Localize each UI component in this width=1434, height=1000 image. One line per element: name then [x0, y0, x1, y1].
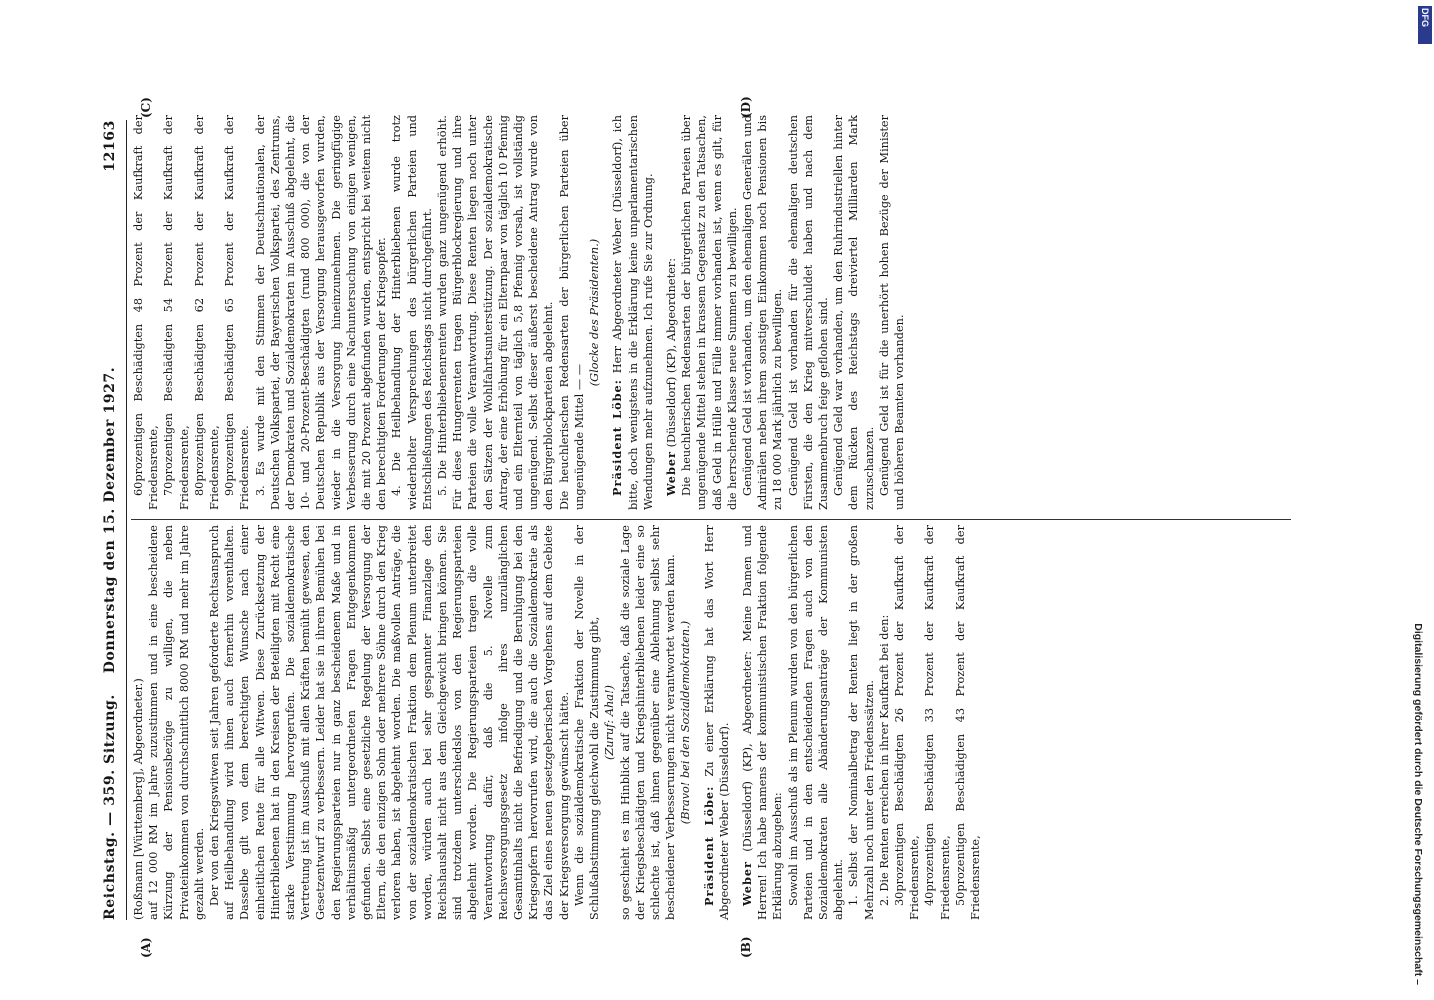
list-item: 40prozentigen Beschädigten 33 Prozent der Kaufkraft der Friedensrente,: [923, 525, 952, 920]
paragraph: Sowohl im Ausschuß als im Plenum wurden von den bürgerlichen Parteien und in den entscheidenden Fragen auch von den Sozialdemokraten alle Abänderungsanträge der Kommunisten abgelehnt.: [786, 525, 846, 920]
paragraph: Die heuchlerischen Redensarten der bürgerlichen Parteien über ungenügende Mittel stehen in krassem Gegensatz zu den Tatsachen, daß Geld in Hülle und Fülle immer vorhanden ist, wenn es gilt, für die herrschende Klasse neue Summen zu bewilligen.: [680, 115, 739, 510]
list-item: 80prozentigen Beschädigten 62 Prozent der Kaufkraft der Friedensrente,: [192, 115, 222, 510]
paragraph: Genügend Geld ist vorhanden für die ehemaligen deutschen Fürsten, die den Krieg mitverschuldet haben und nach dem Zusammenbruch feige geflohen sind.: [786, 115, 830, 510]
bell-note: (Glocke des Präsidenten.): [588, 238, 602, 387]
dfg-logo: [1418, 6, 1432, 44]
margin-marker-a: (A): [139, 937, 153, 958]
interjection: (Zuruf: Aha!): [603, 685, 617, 760]
list-item: 90prozentigen Beschädigten 65 Prozent der Kaufkraft der Friedensrente.: [223, 115, 252, 510]
paragraph: so geschieht es im Hinblick auf die Tatsache, daß die soziale Lage der Kriegsbeschädigten und Kriegshinterbliebenen leider eine so schlechte ist, daß ihnen gegenüber eine Ablehnung selbst sehr bescheidener Verbesserungen nicht verantwortet werden kann.: [618, 525, 678, 920]
paragraph: 4. Die Heilbehandlung der Hinterbliebenen wurde trotz wiederholter Versprechungen des bürgerlichen Parteien und Entschließungen des Reichstags nicht durchgeführt.: [390, 115, 434, 510]
paragraph: Die heuchlerischen Redensarten der bürgerlichen Parteien über ungenügende Mittel — —: [557, 115, 586, 510]
margin-marker-d: (D): [739, 96, 753, 118]
paragraph: Zu einer Erklärung hat das Wort Herr Abgeordneter Weber (Düsseldorf).: [702, 524, 731, 920]
digitization-text: Digitalisierung gefördert durch die Deutsche Forschungsgemeinschaft –: [1412, 623, 1424, 985]
paragraph: 1. Selbst der Nominalbetrag der Renten liegt in der großen Mehrzahl noch unter den Friedenssätzen.: [847, 525, 876, 920]
speaker-name: Weber: [663, 451, 678, 496]
right-column: [131, 115, 907, 510]
column-rule: [131, 519, 1291, 520]
header-left: Reichstag. — 359. Sitzung.: [102, 694, 118, 920]
speaker-name: Präsident Löbe:: [701, 785, 716, 906]
paragraph: (Düsseldorf) (KP), Abgeordneter:: [664, 257, 678, 448]
digitization-note: [1412, 10, 1434, 985]
applause-note: (Bravo! bei den Sozialdemokraten.): [679, 620, 693, 825]
list-item: 30prozentigen Beschädigten 26 Prozent der Kaufkraft der Friedensrente,: [892, 525, 922, 920]
paragraph: Genügend Geld ist für die unerhört hohen Bezüge der Minister und höheren Beamten vorhanden.: [877, 115, 906, 510]
paragraph: (Düsseldorf) (KP), Abgeordneter: Meine Damen und Herren! Ich habe namens der kommunistischen Fraktion folgende Erklärung abzugeben:: [740, 525, 785, 920]
paragraph: 2. Die Renten erreichen in ihrer Kaufkraft bei den:: [877, 614, 891, 906]
paragraph: Genügend Geld war vorhanden, um den Ruhrindustriellen hinter dem Rücken des Reichstags dreiviertel Milliarden Mark zuzuschanzen.: [832, 115, 876, 510]
list-item: 60prozentigen Beschädigten 48 Prozent der Kaufkraft der Friedensrente,: [132, 115, 161, 510]
left-column: [131, 525, 983, 920]
margin-marker-c: (C): [139, 97, 153, 118]
paragraph: Der von den Kriegswitwen seit Jahren geforderte Rechtsanspruch auf Heilbehandlung wird ihnen auch fernerhin vorenthalten. Dasselbe gilt von dem berechtigten Wunsche nach einer einheitlichen Rente für alle Witwen. Diese Zurücksetzung der Hinterbliebenen hat in den Kreisen der Beteiligten mit Recht eine starke Verstimmung hervorgerufen. Die sozialdemokratische Vertretung ist im Ausschuß mit allen Kräften bemüht gewesen, den Gesetzentwurf zu verbessern. Leider hat sie in ihrem Bemühen bei den Regierungsparteien nur in ganz bescheidenem Maße und in verhältnismäßig untergeordneten Fragen Entgegenkommen gefunden. Selbst eine gesetzliche Regelung der Versorgung der Eltern, die den einzigen Sohn oder mehrere Söhne durch den Krieg verloren haben, ist abgelehnt worden. Die maßvollen Anträge, die von der sozialdemokratischen Fraktion dem Plenum unterbreitet worden, würden auch bei sehr gespannter Finanzlage den Reichshaushalt nicht aus dem Gleichgewicht bringen können. Sie sind trotzdem unterschiedslos von den Regierungsparteien abgelehnt worden. Die Regierungsparteien tragen die volle Verantwortung dafür, daß die 5. Novelle zum Reichsversorgungsgesetz infolge ihres unzulänglichen Gesamtinhalts nicht die Befriedigung und die Beruhigung bei den Kriegsopfern hervorrufen wird, die auch die Sozialdemokratie als das Ziel eines neuen gesetzgeberischen Vorgehens auf dem Gebiete der Kriegsversorgung gewünscht hätte.: [208, 525, 571, 920]
header-rule: [126, 120, 127, 920]
header-date: Donnerstag den 15. Dezember 1927.: [102, 366, 118, 674]
rotated-page: [99, 96, 1299, 958]
paragraph: auf 12 000 RM im Jahre zuzustimmen und in eine bescheidene Kürzung der Pensionsbezüge zu willigen, die neben Privateinkommen von durchschnittlich 8000 RM und mehr im Jahre gezahlt werden.: [147, 525, 206, 920]
page-header: [103, 120, 125, 920]
paragraph: Genügend Geld ist vorhanden, um den ehemaligen Generälen und Admirälen neben ihrem sonstigen Einkommen noch Pensionen bis zu 18 000 Mark jährlich zu bewilligen.: [740, 115, 785, 510]
margin-marker-b: (B): [739, 936, 753, 958]
dfg-logo-text: DFG: [1420, 8, 1430, 27]
paragraph: Wenn die sozialdemokratische Fraktion der Novelle in der Schlußabstimmung gleichwohl die Zustimmung gibt,: [572, 525, 602, 920]
paragraph: 5. Die Hinterbliebenenrenten wurden ganz ungenügend erhöht. Für diese Hungerrenten tragen Bürgerblockregierung und ihre Parteien die volle Verantwortung. Diese Renten liegen noch unter den Sätzen der Wohlfahrtsunterstützung. Der sozialdemokratische Antrag, der eine Erhöhung für ein Elternpaar von täglich 10 Pfennig und ein Elternteil von täglich 5,8 Pfennig vorsah, ist vollständig ungenügend. Selbst dieser äußerst bescheidene Antrag wurde von den Bürgerblockparteien abgelehnt.: [436, 115, 556, 510]
paragraph: 3. Es wurde mit den Stimmen der Deutschnationalen, der Deutschen Volkspartei, der Bayerischen Volkspartei, des Zentrums, der Demokraten und Sozialdemokraten im Ausschuß abgelehnt, die 10- und 20-Prozent-Beschädigten (rund 800 000), die von der Deutschen Republik aus der Versorgung herausgeworfen wurden, wieder in die Versorgung hineinzunehmen. Die geringfügige Verbesserung durch eine Nachuntersuchung von einigen wenigen, die mit 20 Prozent abgefunden wurden, entspricht bei weitem nicht den berechtigten Forderungen der Kriegsopfer.: [253, 115, 389, 510]
speaker-name: Präsident Löbe:: [610, 379, 625, 496]
page-number: 12163: [102, 120, 118, 172]
list-item: 50prozentigen Beschädigten 43 Prozent der Kaufkraft der Friedensrente,: [953, 525, 982, 920]
speaker-name: Weber: [739, 861, 754, 906]
paragraph: Herr Abgeordneter Weber (Düsseldorf), ich bitte, doch wenigstens in die Erklärung keine unparlamentarischen Wendungen mehr aufzunehmen. Ich rufe Sie zur Ordnung.: [611, 115, 655, 510]
list-item: 70prozentigen Beschädigten 54 Prozent der Kaufkraft der Friedensrente,: [162, 115, 191, 510]
speaker-continuation: (Roßmann [Württemberg], Abgeordneter.): [132, 678, 145, 920]
